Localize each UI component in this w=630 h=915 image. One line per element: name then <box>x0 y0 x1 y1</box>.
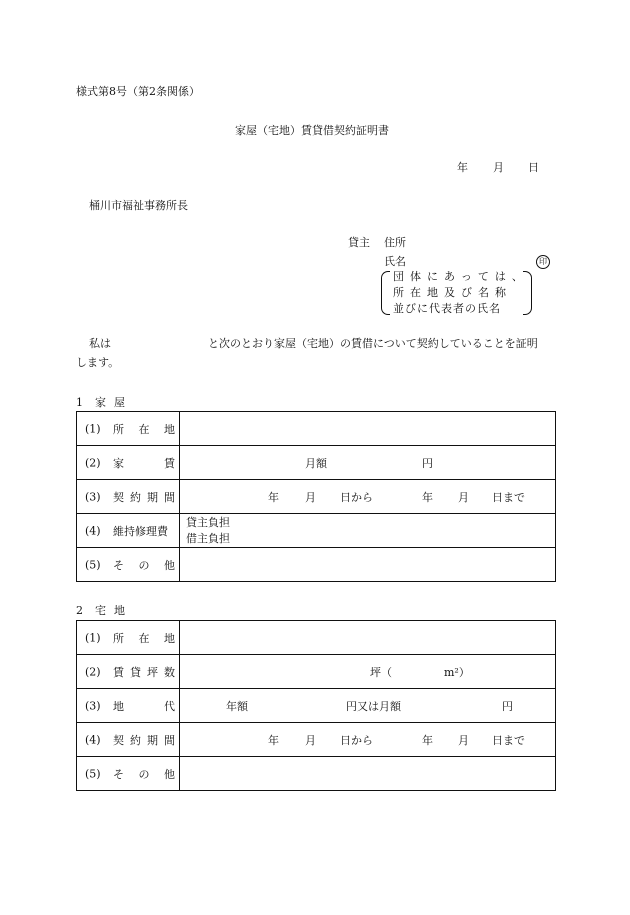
date-month: 月 <box>493 161 504 174</box>
date-day: 日 <box>528 161 539 174</box>
landlord-note-line-2: 所在地及び名称 <box>393 286 512 299</box>
maintenance-tenant: 借主負担 <box>186 532 230 545</box>
period-from-day: 日から <box>340 733 373 747</box>
table-row <box>77 548 556 582</box>
ground-rent-yen-label: 円 <box>502 699 513 713</box>
row-label-rent: 家 賃 <box>113 456 175 470</box>
period-to-day: 日まで <box>492 733 525 747</box>
row-label-other: そ の 他 <box>113 558 175 572</box>
area-tsubo-label: 坪（ <box>370 665 392 679</box>
section-house-number: 1 <box>76 396 83 409</box>
period-to-year: 年 <box>422 733 433 747</box>
row-number: (3) <box>85 699 101 712</box>
addressee: 桶川市福祉事務所長 <box>89 199 188 212</box>
statement-line-1: と次のとおり家屋（宅地）の賃借について契約していることを証明 <box>208 337 538 350</box>
period-from-month: 月 <box>305 490 316 504</box>
seal-mark: 印 <box>536 255 550 269</box>
row-label-contract-period: 契 約 期 間 <box>113 490 175 504</box>
period-from-year: 年 <box>268 733 279 747</box>
date-year: 年 <box>457 161 468 174</box>
house-other-field[interactable] <box>180 548 556 582</box>
row-label-other: そ の 他 <box>113 767 175 781</box>
landlord-note-line-1: 団体にあっては、 <box>393 270 529 283</box>
house-table <box>76 411 556 582</box>
row-number: (1) <box>85 422 101 435</box>
row-label-location: 所 在 地 <box>113 631 175 645</box>
row-number: (2) <box>85 665 101 678</box>
row-number: (2) <box>85 456 101 469</box>
document-title: 家屋（宅地）賃貸借契約証明書 <box>235 124 389 137</box>
row-label-location: 所 在 地 <box>113 422 175 436</box>
row-number: (5) <box>85 767 101 780</box>
section-land-number: 2 <box>76 604 83 617</box>
landlord-name-label: 氏名 <box>384 255 406 268</box>
rent-monthly-label: 月額 <box>305 456 327 470</box>
table-row <box>77 757 556 791</box>
table-row <box>77 514 556 548</box>
landlord-role: 貸主 <box>348 236 370 249</box>
ground-rent-monthly-label: 円又は月額 <box>346 699 401 713</box>
statement-line-2: します。 <box>76 356 120 369</box>
table-row <box>77 621 556 655</box>
section-house-heading: 家屋 <box>95 396 133 409</box>
house-location-field[interactable] <box>180 412 556 446</box>
house-rent-field[interactable] <box>180 446 556 480</box>
note-left-paren <box>381 271 390 315</box>
section-land-heading: 宅地 <box>95 604 133 617</box>
row-number: (4) <box>85 524 101 537</box>
row-number: (5) <box>85 558 101 571</box>
landlord-address-label: 住所 <box>384 236 406 249</box>
row-label-ground-rent: 地 代 <box>113 699 175 713</box>
house-period-field[interactable] <box>180 480 556 514</box>
row-number: (3) <box>85 490 101 503</box>
land-period-field[interactable] <box>180 723 556 757</box>
table-row <box>77 480 556 514</box>
maintenance-landlord: 貸主負担 <box>186 516 230 529</box>
row-label-area: 賃 貸 坪 数 <box>113 665 175 679</box>
row-number: (1) <box>85 631 101 644</box>
period-to-month: 月 <box>458 490 469 504</box>
table-row <box>77 412 556 446</box>
table-row <box>77 655 556 689</box>
land-location-field[interactable] <box>180 621 556 655</box>
table-row <box>77 723 556 757</box>
period-to-day: 日まで <box>492 490 525 504</box>
ground-rent-annual-label: 年額 <box>226 699 248 713</box>
period-to-year: 年 <box>422 490 433 504</box>
land-other-field[interactable] <box>180 757 556 791</box>
house-maintenance-field[interactable] <box>180 514 556 548</box>
form-number: 様式第8号（第2条関係） <box>76 85 200 98</box>
row-label-contract-period: 契 約 期 間 <box>113 733 175 747</box>
land-area-field[interactable] <box>180 655 556 689</box>
period-to-month: 月 <box>458 733 469 747</box>
land-rent-field[interactable] <box>180 689 556 723</box>
row-number: (4) <box>85 733 101 746</box>
land-table <box>76 620 556 791</box>
area-sqm-label: m²） <box>444 665 470 679</box>
table-row <box>77 689 556 723</box>
period-from-day: 日から <box>340 490 373 504</box>
row-label-maintenance: 維持修理費 <box>113 524 168 538</box>
rent-yen-label: 円 <box>422 456 433 470</box>
table-row <box>77 446 556 480</box>
period-from-year: 年 <box>268 490 279 504</box>
statement-start: 私は <box>89 337 111 350</box>
landlord-note-line-3: 並びに代表者の氏名 <box>393 302 501 315</box>
period-from-month: 月 <box>305 733 316 747</box>
